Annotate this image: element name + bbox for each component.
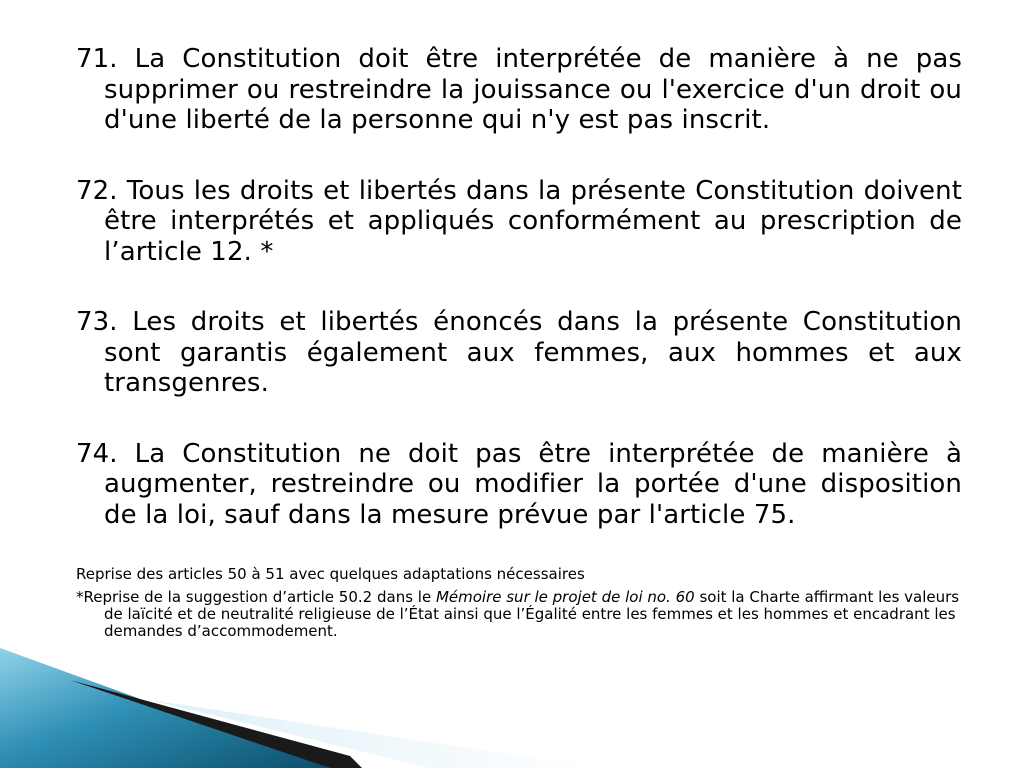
footnote-memoire-title: Mémoire sur le projet de loi no. 60 [435, 588, 695, 606]
footnote-text-end: soit la Charte affirmant les valeurs de laïcité et de neutralité religieuse de l’État ainsi que l’Égalité entre les femmes et les hommes et encadrant les demandes d’accommodement. [104, 588, 960, 640]
footnote-text-start: *Reprise de la suggestion d’article 50.2 dans le [76, 588, 436, 606]
article-71: 71. La Constitution doit être interprétée de manière à ne pas supprimer ou restreindre la jouissance ou l'exercice d'un droit ou d'une liberté de la personne qui n'y est pas inscrit. [76, 44, 962, 135]
article-73: 73. Les droits et libertés énoncés dans la présente Constitution sont garantis également aux femmes, aux hommes et aux transgenres. [76, 307, 962, 398]
slide-content [76, 44, 962, 646]
article-72: 72. Tous les droits et libertés dans la présente Constitution doivent être interprétés et appliqués conformément au prescription de l’article 12. * [76, 175, 962, 267]
article-74: 74. La Constitution ne doit pas être interprétée de manière à augmenter, restreindre ou modifier la portée d'une disposition de la loi, sauf dans la mesure prévue par l'article 75. [76, 438, 962, 530]
reprise-note: Reprise des articles 50 à 51 avec quelques adaptations nécessaires [76, 565, 585, 583]
footnote [76, 589, 962, 640]
